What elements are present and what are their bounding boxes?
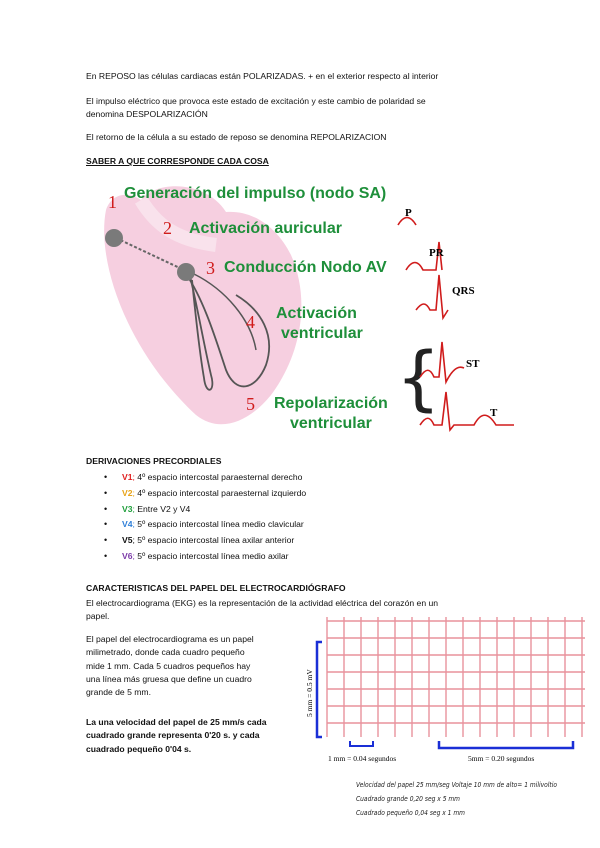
lead-item-v1	[104, 470, 306, 486]
brace-icon: {	[396, 337, 441, 419]
paper-text-line: una línea más gruesa que define un cuadro	[86, 673, 252, 684]
paper-text-line: milimetrado, donde cada cuadro pequeño	[86, 647, 245, 658]
intro-paragraph-repolarization: El retorno de la célula a su estado de reposo se denomina REPOLARIZACION	[86, 132, 387, 142]
lead-description: 5º espacio intercostal línea axilar anterior	[134, 535, 295, 546]
lead-item-v4	[104, 517, 306, 533]
intro-paragraph-depolarization	[86, 95, 516, 121]
handwritten-note-line: Velocidad del papel 25 mm/seg Voltaje 10 mm de alto= 1 milivoltio	[356, 781, 558, 789]
lead-item-v2	[104, 486, 306, 502]
lead-code: V6	[122, 550, 133, 561]
av-node	[177, 263, 195, 281]
precordial-lead-list	[104, 470, 306, 565]
bullet-icon: •	[104, 550, 108, 561]
lead-separator: ;	[132, 503, 135, 514]
speed-text-line: cuadrado pequeño 0'04 s.	[86, 743, 192, 754]
lead-code: V5	[122, 535, 133, 546]
lead-separator: ;	[132, 472, 135, 482]
step-label: Activación auricular	[189, 220, 342, 237]
lead-description: 4º espacio intercostal paraesternal derecho	[134, 472, 303, 482]
depolarization-line-1: El impulso eléctrico que provoca este estado de excitación y este cambio de polaridad se	[86, 96, 426, 106]
wave-label-qrs: QRS	[452, 285, 475, 297]
handwritten-note-line: Cuadrado grande 0,20 seg x 5 mm	[356, 795, 460, 803]
step-label: Generación del impulso (nodo SA)	[124, 185, 387, 202]
cardiac-conduction-diagram	[86, 170, 516, 445]
grid-vertical-label: 5 mm = 0.5 mV	[305, 669, 314, 717]
depolarization-line-2: denomina DESPOLARIZACIÓN	[86, 109, 208, 119]
handwritten-note-line: Cuadrado pequeño 0,04 seg x 1 mm	[356, 809, 465, 817]
step-label-line1: Repolarización	[274, 395, 388, 412]
lead-separator: ;	[132, 487, 135, 498]
step-label-line2: ventricular	[290, 415, 372, 432]
section-title-correspondence: SABER A QUE CORRESPONDE CADA COSA	[86, 156, 269, 166]
speed-text-line: La una velocidad del papel de 25 mm/s cada	[86, 717, 267, 727]
lead-description: 5º espacio intercostal línea medio clavicular	[134, 519, 304, 530]
bullet-icon: •	[104, 503, 108, 514]
step-label: Conducción Nodo AV	[224, 259, 387, 276]
lead-separator: ;	[132, 550, 135, 561]
wave-label-pr: PR	[429, 247, 444, 259]
step-number: 2	[163, 218, 172, 238]
lead-separator: ;	[132, 535, 135, 546]
bullet-icon: •	[104, 519, 108, 530]
ekg-definition-line-2: papel.	[86, 611, 110, 621]
lead-separator: ;	[132, 519, 135, 530]
intro-paragraph-rest: En REPOSO las células cardiacas están POLARIZADAS. + en el exterior respecto al interior	[86, 71, 439, 81]
wave-label-st: ST	[466, 358, 480, 370]
lead-description: 5º espacio intercostal línea medio axilar	[134, 550, 289, 561]
step-number: 4	[246, 312, 255, 332]
paper-speed-description	[86, 716, 301, 756]
lead-description: 4º espacio intercostal paraesternal izquierdo	[134, 487, 307, 498]
sa-node	[105, 229, 123, 247]
bullet-icon: •	[104, 472, 108, 482]
lead-code: V1	[122, 472, 133, 482]
lead-code: V3	[122, 503, 133, 514]
lead-code: V2	[122, 487, 133, 498]
wave-label-t: T	[490, 407, 498, 419]
lead-item-v5	[104, 533, 306, 549]
big-square-label: 5mm = 0.20 segundos	[468, 754, 535, 763]
section-title-paper: CARACTERISTICAS DEL PAPEL DEL ELECTROCARDIÓGRAFO	[86, 583, 346, 593]
bullet-icon: •	[104, 535, 108, 546]
wave-label-p: P	[405, 207, 412, 219]
step-label-line2: ventricular	[281, 325, 363, 342]
step-number: 5	[246, 394, 255, 414]
step-number: 1	[108, 192, 117, 212]
lead-code: V4	[122, 519, 133, 530]
bullet-icon: •	[104, 487, 108, 498]
lead-item-v3	[104, 502, 306, 518]
paper-description	[86, 633, 301, 699]
paper-text-line: mide 1 mm. Cada 5 cuadros pequeños hay	[86, 660, 251, 671]
paper-text-line: El papel del electrocardiograma es un papel	[86, 634, 254, 644]
small-square-label: 1 mm = 0.04 segundos	[328, 754, 397, 763]
ekg-paper-grid	[303, 617, 585, 765]
section-title-precordial-leads: DERIVACIONES PRECORDIALES	[86, 456, 222, 466]
step-number: 3	[206, 258, 215, 278]
lead-description: Entre V2 y V4	[134, 503, 191, 514]
paper-text-line: grande de 5 mm.	[86, 687, 151, 698]
speed-text-line: cuadrado grande representa 0'20 s. y cada	[86, 730, 260, 741]
ekg-definition-line-1: El electrocardiograma (EKG) es la representación de la actividad eléctrica del corazón en un	[86, 598, 439, 608]
step-label-line1: Activación	[276, 305, 357, 322]
lead-item-v6	[104, 549, 306, 565]
